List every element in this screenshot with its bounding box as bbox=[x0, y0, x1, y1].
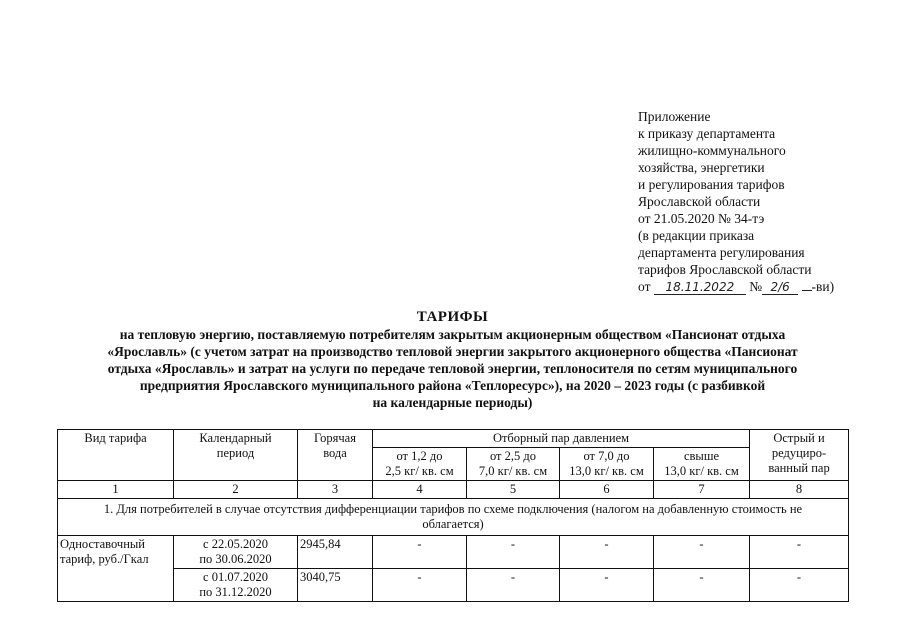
section-row bbox=[58, 499, 849, 536]
handwritten-number: 2/6 bbox=[762, 280, 798, 295]
period-text: по 30.06.2020 bbox=[199, 552, 272, 566]
column-number: 8 bbox=[750, 481, 849, 499]
header-text: 7,0 кг/ кв. см bbox=[478, 464, 548, 478]
value-cell: - bbox=[467, 536, 560, 569]
appendix-line: и регулирования тарифов bbox=[638, 177, 785, 192]
header-text: 2,5 кг/ кв. см bbox=[385, 464, 454, 478]
column-number: 7 bbox=[654, 481, 750, 499]
header-text: 13,0 кг/ кв. см bbox=[664, 464, 739, 478]
title-line: на календарные периоды) bbox=[372, 395, 533, 410]
tariff-type-text: тариф, руб./Гкал bbox=[60, 552, 149, 566]
value-cell: - bbox=[654, 569, 750, 602]
header-tariff-type bbox=[58, 430, 174, 481]
header-pressure-1 bbox=[373, 448, 467, 481]
title-main: ТАРИФЫ bbox=[416, 309, 489, 325]
header-sharp-steam bbox=[750, 430, 849, 481]
appendix-block bbox=[638, 108, 878, 295]
appendix-line: Приложение bbox=[638, 109, 711, 124]
section-heading: 1. Для потребителей в случае отсутствия дифференциации тарифов по схеме подключения (налогом на добавленную стоимость не облагается) bbox=[58, 499, 849, 536]
tariff-type-text: Одноставочный bbox=[60, 537, 145, 551]
value-cell: - bbox=[560, 536, 654, 569]
title-line: отдыха «Ярославль» и затрат на услуги по передаче тепловой энергии, теплоносителя по сетям муниципального bbox=[107, 361, 798, 376]
value-cell: - bbox=[654, 536, 750, 569]
header-pressure-4 bbox=[654, 448, 750, 481]
title-line: предприятия Ярославского муниципального района «Теплоресурс»), на 2020 – 2023 годы (с разбивкой bbox=[139, 378, 766, 393]
period-text: с 01.07.2020 bbox=[203, 570, 268, 584]
appendix-from-label: от bbox=[638, 279, 651, 294]
column-number: 1 bbox=[58, 481, 174, 499]
value-cell: - bbox=[373, 536, 467, 569]
header-period bbox=[174, 430, 298, 481]
appendix-line: департамента регулирования bbox=[638, 245, 805, 260]
title-line: на тепловую энергию, поставляемую потребителям закрытым акционерным обществом «Пансионат отдыха bbox=[119, 327, 786, 342]
column-number: 4 bbox=[373, 481, 467, 499]
table-row bbox=[58, 536, 849, 569]
value-cell: - bbox=[750, 569, 849, 602]
header-text: 13,0 кг/ кв. см bbox=[569, 464, 644, 478]
period-text: по 31.12.2020 bbox=[199, 585, 272, 599]
header-text: период bbox=[216, 446, 255, 460]
header-text: редуциро- bbox=[771, 446, 827, 460]
appendix-line: от 21.05.2020 № 34-тэ bbox=[638, 211, 765, 226]
table-row bbox=[58, 569, 849, 602]
value-cell: - bbox=[467, 569, 560, 602]
period-cell bbox=[174, 569, 298, 602]
handwritten-date: 18.11.2022 bbox=[654, 280, 746, 295]
title-line: «Ярославль» (с учетом затрат на производство тепловой энергии закрытого акционерного общества «Пансионат bbox=[107, 344, 798, 359]
document-title bbox=[20, 308, 885, 411]
header-row-1 bbox=[58, 430, 849, 448]
header-text: свыше bbox=[683, 449, 720, 463]
header-text: Календарный bbox=[199, 431, 272, 445]
appendix-line: тарифов Ярославской области bbox=[638, 262, 812, 277]
header-text: от 2,5 до bbox=[489, 449, 537, 463]
tariff-table bbox=[57, 429, 849, 602]
header-pressure-3 bbox=[560, 448, 654, 481]
appendix-line: Ярославской области bbox=[638, 194, 761, 209]
header-steam-pressure: Отборный пар давлением bbox=[373, 430, 750, 448]
column-number: 2 bbox=[174, 481, 298, 499]
number-sign: № bbox=[749, 279, 763, 294]
value-cell: - bbox=[373, 569, 467, 602]
column-number-row bbox=[58, 481, 849, 499]
appendix-last-line bbox=[638, 278, 878, 295]
underline-blank bbox=[802, 279, 812, 291]
header-text: от 1,2 до bbox=[396, 449, 443, 463]
appendix-line: (в редакции приказа bbox=[638, 228, 755, 243]
header-text: ванный пар bbox=[768, 461, 830, 475]
hot-water-value: 2945,84 bbox=[298, 536, 373, 569]
header-pressure-2 bbox=[467, 448, 560, 481]
value-cell: - bbox=[560, 569, 654, 602]
header-text: вода bbox=[323, 446, 347, 460]
header-text: Острый и bbox=[773, 431, 825, 445]
header-text: Горячая bbox=[314, 431, 356, 445]
appendix-line: хозяйства, энергетики bbox=[638, 160, 765, 175]
header-text: Вид тарифа bbox=[84, 431, 147, 445]
period-text: с 22.05.2020 bbox=[203, 537, 268, 551]
column-number: 6 bbox=[560, 481, 654, 499]
tariff-type-cell bbox=[58, 536, 174, 602]
appendix-suffix: -ви) bbox=[811, 279, 835, 294]
header-text: от 7,0 до bbox=[583, 449, 630, 463]
period-cell bbox=[174, 536, 298, 569]
value-cell: - bbox=[750, 536, 849, 569]
column-number: 5 bbox=[467, 481, 560, 499]
appendix-line: к приказу департамента bbox=[638, 126, 776, 141]
hot-water-value: 3040,75 bbox=[298, 569, 373, 602]
header-hot-water bbox=[298, 430, 373, 481]
column-number: 3 bbox=[298, 481, 373, 499]
appendix-line: жилищно-коммунального bbox=[638, 143, 786, 158]
